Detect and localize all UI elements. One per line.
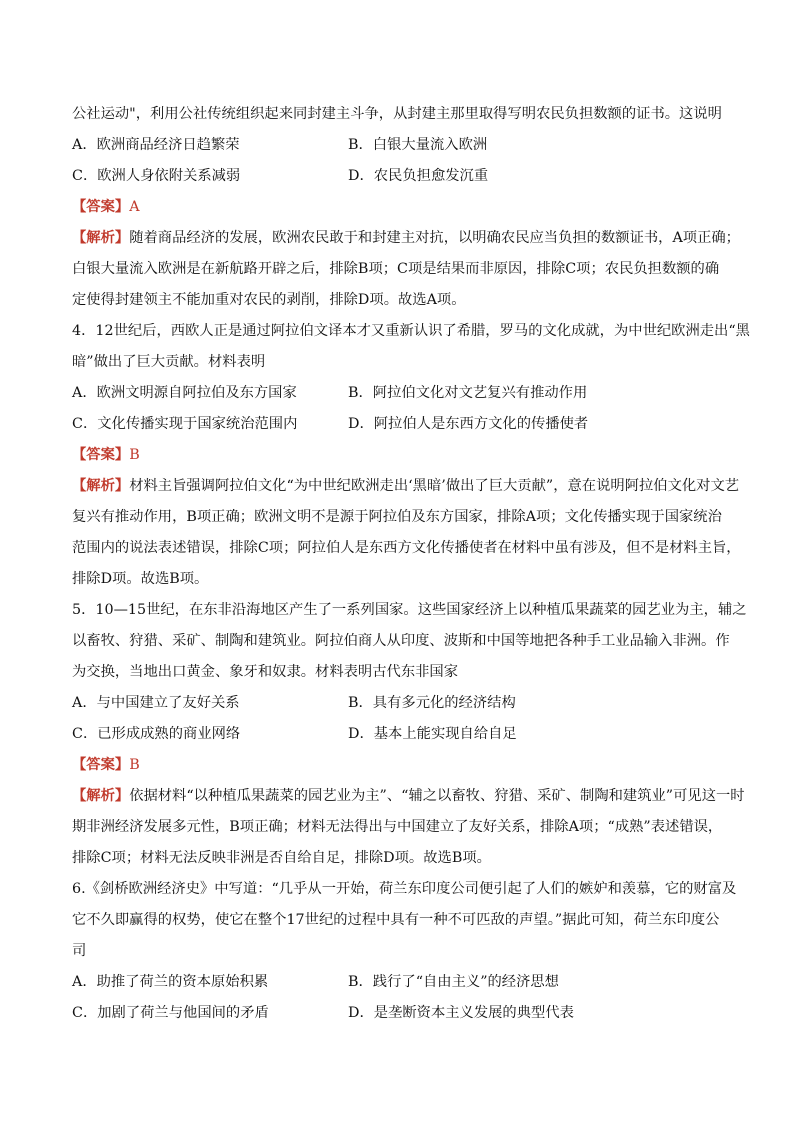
q3-analysis-line [72,223,740,254]
answer-value: B [129,757,140,773]
q5-analysis-line: 期非洲经济发展多元性，B项正确；材料无法得出与中国建立了友好关系，排除A项；“成熟”表述错误， [72,819,723,835]
q3-option-b[interactable]: B．白银大量流入欧洲 [348,137,488,153]
q6-option-b[interactable]: B．践行了“自由主义”的经济思想 [348,974,559,990]
q4-stem-line: 4．12世纪后，西欧人正是通过阿拉伯文译本才又重新认识了希腊，罗马的文化成就，为中世纪欧洲走出“黑 [72,323,750,339]
q5-stem-line: 以畜牧、狩猎、采矿、制陶和建筑业。阿拉伯商人从印度、波斯和中国等地把各种手工业品输入非洲。作 [72,633,730,649]
q5-stem-line: 5．10—15世纪，在东非沿海地区产生了一系列国家。这些国家经济上以种植瓜果蔬菜的园艺业为主，辅之 [72,602,747,618]
q4-stem-line: 暗”做出了巨大贡献。材料表明 [72,354,266,370]
answer-label: 【答案】 [72,757,130,773]
analysis-label: 【解析】 [72,478,130,494]
q6-options-row-2 [72,998,724,1029]
q6-stem-line: 司 [72,943,87,959]
analysis-text: 依据材料“以种植瓜果蔬菜的园艺业为主”、“辅之以畜牧、狩猎、采矿、制陶和建筑业”可见这一时 [129,788,745,804]
q6-options-row-1 [72,967,724,998]
q4-option-d[interactable]: D．阿拉伯人是东西方文化的传播使者 [348,416,589,432]
q4-analysis-line: 范围内的说法表述错误，排除C项；阿拉伯人是东西方文化传播使者在材料中虽有涉及，但不是材料主旨， [72,540,741,556]
q4-analysis-line: 排除D项。故选B项。 [72,571,209,587]
q5-options-row-1 [72,688,724,719]
q6-stem-line: 6.《剑桥欧洲经济史》中写道：“几乎从一开始，荷兰东印度公司便引起了人们的嫉妒和羡慕，它的财富及 [72,881,737,897]
q3-option-d[interactable]: D．农民负担愈发沉重 [348,168,489,184]
q6-stem-line: 它不久即赢得的权势，使它在整个17世纪的过程中具有一种不可匹敌的声望。”据此可知，荷兰东印度公 [72,912,720,928]
q6-option-c[interactable]: C．加剧了荷兰与他国间的矛盾 [72,1005,269,1021]
q3-analysis-line: 白银大量流入欧洲是在新航路开辟之后，排除B项；C项是结果而非原因，排除C项；农民负担数额的确 [72,261,720,277]
q5-option-d[interactable]: D．基本上能实现自给自足 [348,726,517,742]
q3-answer [72,192,724,223]
q5-options-row-2 [72,719,724,750]
analysis-text: 随着商品经济的发展，欧洲农民敢于和封建主对抗，以明确农民应当负担的数额证书，A项正确； [129,230,740,246]
q4-option-a[interactable]: A．欧洲文明源自阿拉伯及东方国家 [72,385,297,401]
q6-option-a[interactable]: A．助推了荷兰的资本原始积累 [72,974,269,990]
answer-value: A [129,199,140,215]
q4-option-b[interactable]: B．阿拉伯文化对文艺复兴有推动作用 [348,385,588,401]
q4-options-row-1 [72,378,724,409]
q5-stem-line: 为交换，当地出口黄金、象牙和奴隶。材料表明古代东非国家 [72,664,459,680]
q3-analysis-line: 定使得封建领主不能加重对农民的剥削，排除D项。故选A项。 [72,292,466,308]
q4-analysis-line [72,471,740,502]
q4-analysis-line: 复兴有推动作用，B项正确；欧洲文明不是源于阿拉伯及东方国家，排除A项；文化传播实现于国家统治 [72,509,722,525]
q3-option-a[interactable]: A．欧洲商品经济日趋繁荣 [72,137,240,153]
answer-label: 【答案】 [72,199,130,215]
q5-option-b[interactable]: B．具有多元化的经济结构 [348,695,516,711]
q3-options-row-2 [72,161,724,192]
q5-answer [72,750,724,781]
q4-options-row-2 [72,409,724,440]
q3-stem-line: 公社运动"，利用公社传统组织起来同封建主斗争，从封建主那里取得写明农民负担数额的证书。这说明 [72,106,722,122]
analysis-label: 【解析】 [72,788,130,804]
answer-value: B [129,447,140,463]
q4-option-c[interactable]: C．文化传播实现于国家统治范围内 [72,416,298,432]
analysis-label: 【解析】 [72,230,130,246]
q3-options-row-1 [72,130,724,161]
q5-option-a[interactable]: A．与中国建立了友好关系 [72,695,240,711]
q3-option-c[interactable]: C．欧洲人身依附关系减弱 [72,168,241,184]
answer-label: 【答案】 [72,447,130,463]
analysis-text: 材料主旨强调阿拉伯文化“为中世纪欧洲走出‘黑暗’做出了巨大贡献”，意在说明阿拉伯文化对文艺 [129,478,740,494]
q5-option-c[interactable]: C．已形成成熟的商业网络 [72,726,241,742]
q6-option-d[interactable]: D．是垄断资本主义发展的典型代表 [348,1005,574,1021]
q5-analysis-line [72,781,745,812]
q4-answer [72,440,724,471]
document-page [72,99,750,1029]
q5-analysis-line: 排除C项；材料无法反映非洲是否自给自足，排除D项。故选B项。 [72,850,491,866]
